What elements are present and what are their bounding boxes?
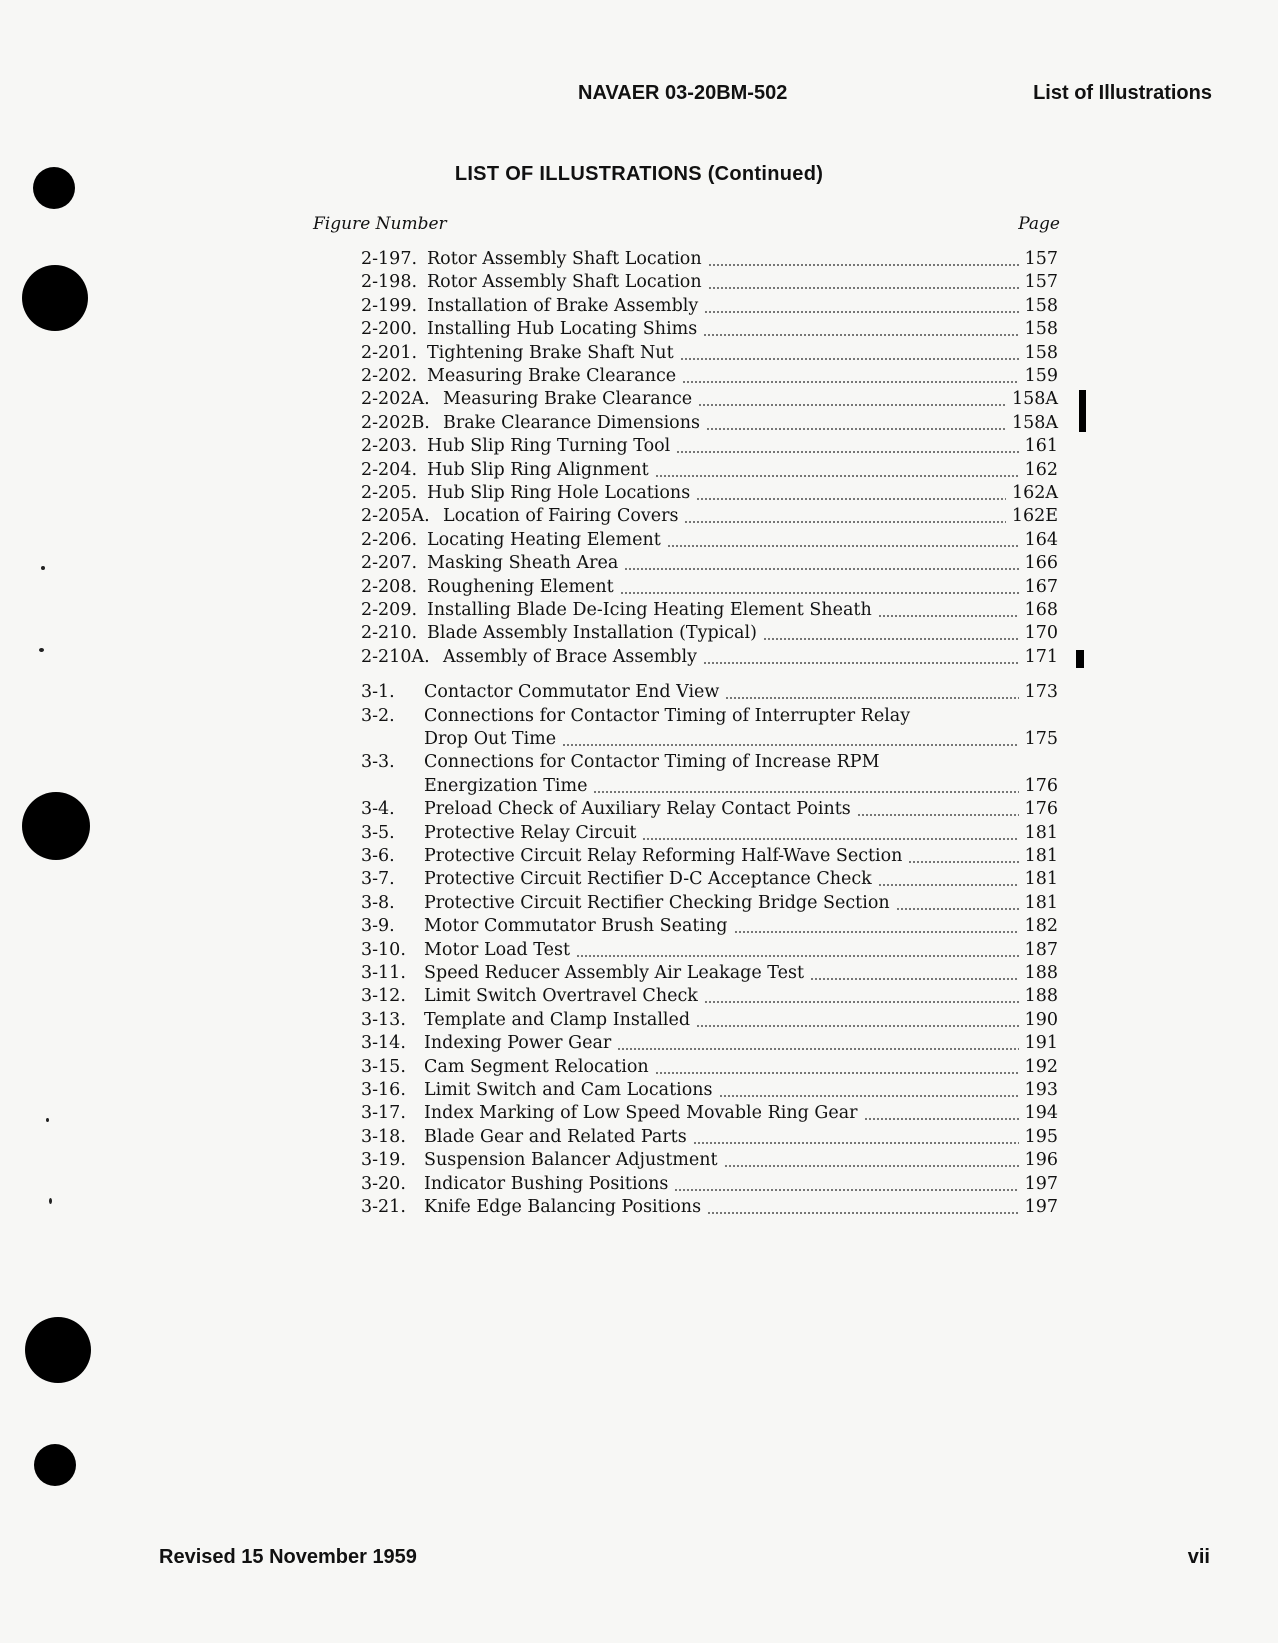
scan-speck	[46, 1118, 49, 1122]
figure-title: Indexing Power Gear	[424, 1033, 612, 1054]
section-title: List of Illustrations	[1033, 82, 1212, 104]
figure-title: Protective Circuit Relay Reforming Half-Wave Section	[424, 846, 903, 866]
figure-title: Brake Clearance Dimensions	[443, 412, 700, 433]
figure-number: 3-18.	[361, 1126, 406, 1147]
leader-dots	[708, 264, 1019, 266]
leader-dots	[896, 908, 1019, 910]
page-reference: 157	[1024, 272, 1058, 293]
figure-title: Hub Slip Ring Alignment	[427, 459, 649, 480]
figure-title: Contactor Commutator End View	[424, 682, 720, 703]
leader-dots	[674, 1189, 1018, 1191]
revision-bar	[1079, 390, 1086, 432]
leader-dots	[593, 791, 1018, 793]
figure-title: Tightening Brake Shaft Nut	[427, 342, 674, 363]
page-reference: 188	[1024, 963, 1058, 983]
figure-title: Protective Circuit Rectifier Checking Bridge Section	[424, 892, 890, 913]
leader-dots	[878, 884, 1019, 886]
figure-title: Template and Clamp Installed	[424, 1009, 691, 1030]
figure-title: Cam Segment Relocation	[424, 1056, 649, 1077]
figure-title: Installing Blade De-Icing Heating Element Sheath	[427, 600, 872, 620]
figure-number: 3-20.	[361, 1173, 406, 1194]
leader-dots	[562, 744, 1018, 746]
leader-dots	[707, 1212, 1019, 1214]
figure-title: Location of Fairing Covers	[443, 506, 679, 527]
leader-dots	[724, 1165, 1019, 1167]
figure-title: Speed Reducer Assembly Air Leakage Test	[424, 963, 804, 983]
figure-number: 3-21.	[361, 1197, 406, 1217]
page-title: LIST OF ILLUSTRATIONS (Continued)	[454, 163, 824, 185]
figure-number: 2-200.	[361, 319, 418, 340]
page-reference: 159	[1024, 366, 1058, 386]
figure-title: Indicator Bushing Positions	[424, 1173, 669, 1194]
figure-number: 2-206.	[361, 529, 418, 550]
leader-dots	[696, 1025, 1019, 1027]
page-reference: 181	[1024, 846, 1058, 866]
figure-number: 3-17.	[361, 1103, 406, 1124]
leader-dots	[617, 1048, 1018, 1050]
leader-dots	[703, 662, 1019, 664]
page-reference: 162	[1024, 459, 1058, 480]
figure-number: 3-7.	[361, 869, 395, 890]
scan-speck	[49, 1198, 52, 1204]
figure-number: 2-199.	[361, 295, 418, 316]
leader-dots	[908, 861, 1018, 863]
figure-number: 2-202B.	[361, 412, 430, 433]
page-reference: 158	[1024, 319, 1058, 340]
figure-number: 2-197.	[361, 249, 418, 269]
binder-hole	[34, 1444, 76, 1486]
page-reference: 182	[1024, 916, 1058, 937]
page-reference: 157	[1024, 249, 1058, 269]
figure-number: 2-204.	[361, 459, 418, 480]
page-reference: 162A	[1011, 483, 1058, 503]
scan-speck	[39, 648, 44, 652]
page-reference: 190	[1024, 1009, 1058, 1030]
leader-dots	[576, 955, 1019, 957]
figure-title: Installing Hub Locating Shims	[427, 319, 698, 340]
figure-number: 3-9.	[361, 916, 395, 937]
figure-number: 3-14.	[361, 1033, 406, 1054]
page-reference: 181	[1024, 822, 1058, 843]
figure-number: 2-209.	[361, 600, 418, 620]
page-reference: 195	[1024, 1126, 1058, 1147]
figure-number: 3-13.	[361, 1009, 406, 1030]
figure-title: Preload Check of Auxiliary Relay Contact Points	[424, 799, 851, 820]
figure-title: Hub Slip Ring Turning Tool	[427, 436, 671, 457]
figure-number: 2-202.	[361, 366, 418, 386]
leader-dots	[680, 358, 1019, 360]
page-reference: 171	[1024, 646, 1058, 667]
figure-title: Measuring Brake Clearance	[427, 366, 677, 386]
figure-title: Suspension Balancer Adjustment	[424, 1150, 718, 1171]
page-reference: 170	[1024, 623, 1058, 644]
figure-number: 2-210.	[361, 623, 418, 644]
figure-number: 3-16.	[361, 1080, 406, 1100]
leader-dots	[642, 838, 1018, 840]
figure-title: Hub Slip Ring Hole Locations	[427, 483, 691, 503]
page-reference: 176	[1024, 799, 1058, 820]
figure-number: 2-198.	[361, 272, 418, 293]
figure-title: Motor Commutator Brush Seating	[424, 916, 728, 937]
figure-title: Limit Switch and Cam Locations	[424, 1080, 713, 1100]
leader-dots	[719, 1095, 1019, 1097]
leader-dots	[667, 545, 1019, 547]
page-reference: 166	[1024, 553, 1058, 574]
figure-title: Energization Time	[424, 775, 588, 796]
page-reference: 161	[1024, 436, 1058, 457]
figure-number: 2-202A.	[361, 389, 430, 410]
figure-title: Knife Edge Balancing Positions	[424, 1197, 702, 1217]
page-reference: 191	[1024, 1033, 1058, 1054]
page-reference: 158	[1024, 295, 1058, 316]
page-number: vii	[1187, 1546, 1210, 1568]
figure-title: Drop Out Time	[424, 729, 557, 749]
figure-title: Protective Circuit Rectifier D-C Acceptance Check	[424, 869, 872, 890]
column-header-figure: Figure Number	[313, 214, 447, 234]
leader-dots	[864, 1118, 1019, 1120]
page-reference: 167	[1024, 576, 1058, 597]
figure-number: 2-207.	[361, 553, 418, 574]
figure-number: 3-12.	[361, 986, 406, 1007]
page-reference: 197	[1024, 1173, 1058, 1194]
figure-title: Protective Relay Circuit	[424, 822, 637, 843]
leader-dots	[655, 475, 1019, 477]
figure-title: Rotor Assembly Shaft Location	[427, 272, 702, 293]
figure-title: Measuring Brake Clearance	[443, 389, 693, 410]
page-reference: 181	[1024, 892, 1058, 913]
leader-dots	[684, 521, 1005, 523]
figure-title: Masking Sheath Area	[427, 553, 619, 574]
page-reference: 193	[1024, 1080, 1058, 1100]
scan-speck	[41, 566, 45, 570]
figure-title: Limit Switch Overtravel Check	[424, 986, 698, 1007]
leader-dots	[624, 568, 1018, 570]
revision-bar	[1076, 650, 1084, 668]
figure-number: 3-10.	[361, 939, 406, 960]
page-reference: 194	[1024, 1103, 1058, 1124]
page-reference: 175	[1024, 729, 1058, 749]
figure-title: Rotor Assembly Shaft Location	[427, 249, 702, 269]
figure-title: Connections for Contactor Timing of Increase RPM	[424, 752, 880, 773]
page-reference: 158	[1024, 342, 1058, 363]
figure-title: Locating Heating Element	[427, 529, 661, 550]
page-reference: 158A	[1011, 412, 1058, 433]
figure-title: Motor Load Test	[424, 939, 570, 960]
page-reference: 164	[1024, 529, 1058, 550]
binder-hole	[25, 1317, 91, 1383]
figure-number: 3-5.	[361, 822, 395, 843]
figure-title: Blade Assembly Installation (Typical)	[427, 623, 757, 644]
leader-dots	[703, 334, 1018, 336]
leader-dots	[676, 451, 1018, 453]
leader-dots	[655, 1072, 1019, 1074]
figure-number: 3-11.	[361, 963, 406, 983]
leader-dots	[857, 814, 1019, 816]
figure-number: 2-205.	[361, 483, 418, 503]
page-reference: 168	[1024, 600, 1058, 620]
figure-number: 3-4.	[361, 799, 395, 820]
page-reference: 176	[1024, 775, 1058, 796]
leader-dots	[763, 638, 1019, 640]
figure-number: 2-210A.	[361, 646, 430, 667]
page-reference: 181	[1024, 869, 1058, 890]
figure-title: Connections for Contactor Timing of Interrupter Relay	[424, 705, 911, 726]
figure-title: Index Marking of Low Speed Movable Ring Gear	[424, 1103, 858, 1124]
figure-title: Installation of Brake Assembly	[427, 295, 699, 316]
page-reference: 197	[1024, 1197, 1058, 1217]
leader-dots	[878, 615, 1019, 617]
leader-dots	[708, 287, 1019, 289]
leader-dots	[698, 404, 1006, 406]
leader-dots	[693, 1142, 1019, 1144]
page-reference: 196	[1024, 1150, 1058, 1171]
page-reference: 173	[1024, 682, 1058, 703]
leader-dots	[620, 592, 1019, 594]
leader-dots	[725, 697, 1018, 699]
figure-number: 3-1.	[361, 682, 395, 703]
leader-dots	[696, 498, 1006, 500]
leader-dots	[682, 381, 1018, 383]
figure-number: 3-6.	[361, 846, 395, 866]
figure-title: Blade Gear and Related Parts	[424, 1126, 687, 1147]
figure-title: Roughening Element	[427, 576, 614, 597]
page-reference: 158A	[1011, 389, 1058, 410]
leader-dots	[810, 978, 1019, 980]
revision-date: Revised 15 November 1959	[159, 1546, 417, 1568]
binder-hole	[22, 265, 88, 331]
leader-dots	[706, 428, 1006, 430]
figure-number: 3-19.	[361, 1150, 406, 1171]
document-number: NAVAER 03-20BM-502	[578, 82, 788, 104]
figure-number: 2-208.	[361, 576, 418, 597]
leader-dots	[704, 1001, 1019, 1003]
page-reference: 187	[1024, 939, 1058, 960]
page-reference: 192	[1024, 1056, 1058, 1077]
page-reference: 162E	[1011, 506, 1058, 527]
figure-number: 2-205A.	[361, 506, 430, 527]
figure-title: Assembly of Brace Assembly	[443, 646, 697, 667]
binder-hole	[22, 792, 90, 860]
figure-number: 3-3.	[361, 752, 395, 773]
figure-number: 2-201.	[361, 342, 418, 363]
page-reference: 188	[1024, 986, 1058, 1007]
leader-dots	[734, 931, 1019, 933]
figure-number: 2-203.	[361, 436, 418, 457]
figure-number: 3-15.	[361, 1056, 406, 1077]
figure-number: 3-8.	[361, 892, 395, 913]
figure-number: 3-2.	[361, 705, 395, 726]
column-header-page: Page	[1018, 214, 1060, 234]
leader-dots	[704, 311, 1018, 313]
